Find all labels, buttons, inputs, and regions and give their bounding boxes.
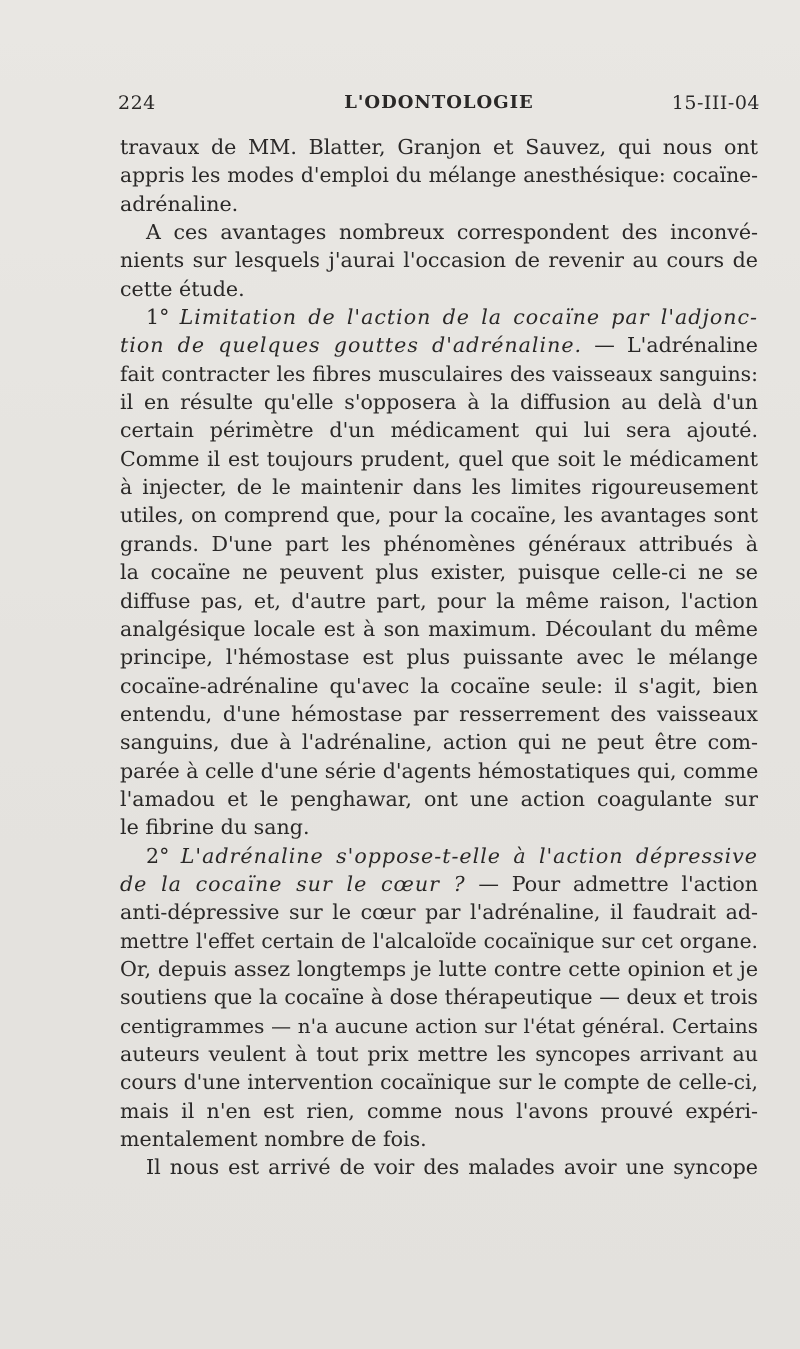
text-line: Il nous est arrivé de voir des malades avoir une syncope xyxy=(146,1155,758,1180)
text-line: l'amadou et le penghawar, ont une action coagulante sur xyxy=(120,786,758,811)
text-line: fait contracter les fibres musculaires des vaisseaux sanguins: xyxy=(120,361,758,386)
heading-italic: tion de quelques gouttes d'adrénaline. xyxy=(120,333,583,358)
text-line: auteurs veulent à tout prix mettre les syncopes arrivant au xyxy=(120,1042,758,1066)
text-line: soutiens que la cocaïne à dose thérapeutique — deux et trois xyxy=(120,985,758,1010)
heading-italic: de la cocaïne sur le cœur ? xyxy=(120,871,466,896)
text-line: nients sur lesquels j'aurai l'occasion de revenir au cours de xyxy=(120,248,758,273)
text-line: A ces avantages nombreux correspondent des inconvé- xyxy=(146,220,758,245)
section-heading-2-cont xyxy=(120,870,758,898)
heading-italic: Limitation de l'action de la cocaïne par l'adjonc- xyxy=(179,305,758,330)
journal-title: L'ODONTOLOGIE xyxy=(344,92,534,113)
text-line: mettre l'effet certain de l'alcaloïde cocaïnique sur cet organe. xyxy=(120,928,758,953)
issue-date: 15-III-04 xyxy=(671,92,760,114)
text-line: parée à celle d'une série d'agents hémostatiques qui, comme xyxy=(120,758,759,783)
text-line: principe, l'hémostase est plus puissante avec le mélange xyxy=(120,645,758,670)
heading-number: 1° xyxy=(146,305,170,330)
text-line: centigrammes — n'a aucune action sur l'état général. Certains xyxy=(120,1013,758,1038)
text-line: utiles, on comprend que, pour la cocaïne, les avantages sont xyxy=(120,503,758,528)
text-line: mais il n'en est rien, comme nous l'avons prouvé expéri- xyxy=(120,1098,758,1123)
text-line: mentalement nombre de fois. xyxy=(120,1127,427,1152)
text-line: cette étude. xyxy=(120,276,245,301)
running-head xyxy=(118,92,760,122)
text-line: cours d'une intervention cocaïnique sur le compte de celle-ci, xyxy=(120,1070,758,1095)
body-text xyxy=(120,133,758,1182)
section-heading-2 xyxy=(120,842,758,870)
text-line: analgésique locale est à son maximum. Découlant du même xyxy=(120,616,758,641)
text-line: cocaïne-adrénaline qu'avec la cocaïne seule: il s'agit, bien xyxy=(120,673,758,698)
text-line: anti-dépressive sur le cœur par l'adrénaline, il faudrait ad- xyxy=(120,900,758,925)
heading-italic: L'adrénaline s'oppose-t-elle à l'action dépressive xyxy=(180,843,758,868)
page-number: 224 xyxy=(118,92,156,114)
text-line: Comme il est toujours prudent, quel que soit le médicament xyxy=(120,446,758,471)
text-line: à injecter, de le maintenir dans les limites rigoureusement xyxy=(120,475,758,500)
text-line: sanguins, due à l'adrénaline, action qui ne peut être com- xyxy=(120,730,758,755)
heading-rest: — L'adrénaline xyxy=(582,333,758,358)
heading-rest: — Pour admettre l'action xyxy=(465,871,758,896)
text-line: la cocaïne ne peuvent plus exister, puisque celle-ci ne se xyxy=(120,560,758,585)
text-line: certain périmètre d'un médicament qui lui sera ajouté. xyxy=(120,418,758,443)
text-line: diffuse pas, et, d'autre part, pour la même raison, l'action xyxy=(120,588,758,613)
section-heading-1 xyxy=(120,303,758,331)
text-line: le fibrine du sang. xyxy=(120,815,310,840)
text-line: adrénaline. xyxy=(120,191,239,216)
text-line: Or, depuis assez longtemps je lutte contre cette opinion et je xyxy=(120,956,758,981)
text-line: grands. D'une part les phénomènes généraux attribués à xyxy=(120,531,758,556)
text-line: appris les modes d'emploi du mélange anesthésique: cocaïne- xyxy=(120,163,758,188)
text-line: travaux de MM. Blatter, Granjon et Sauvez, qui nous ont xyxy=(120,135,758,159)
section-heading-1-cont xyxy=(120,331,758,359)
text-line: il en résulte qu'elle s'opposera à la diffusion au delà d'un xyxy=(120,390,758,415)
heading-number: 2° xyxy=(146,843,170,868)
text-line: entendu, d'une hémostase par resserrement des vaisseaux xyxy=(120,701,758,726)
